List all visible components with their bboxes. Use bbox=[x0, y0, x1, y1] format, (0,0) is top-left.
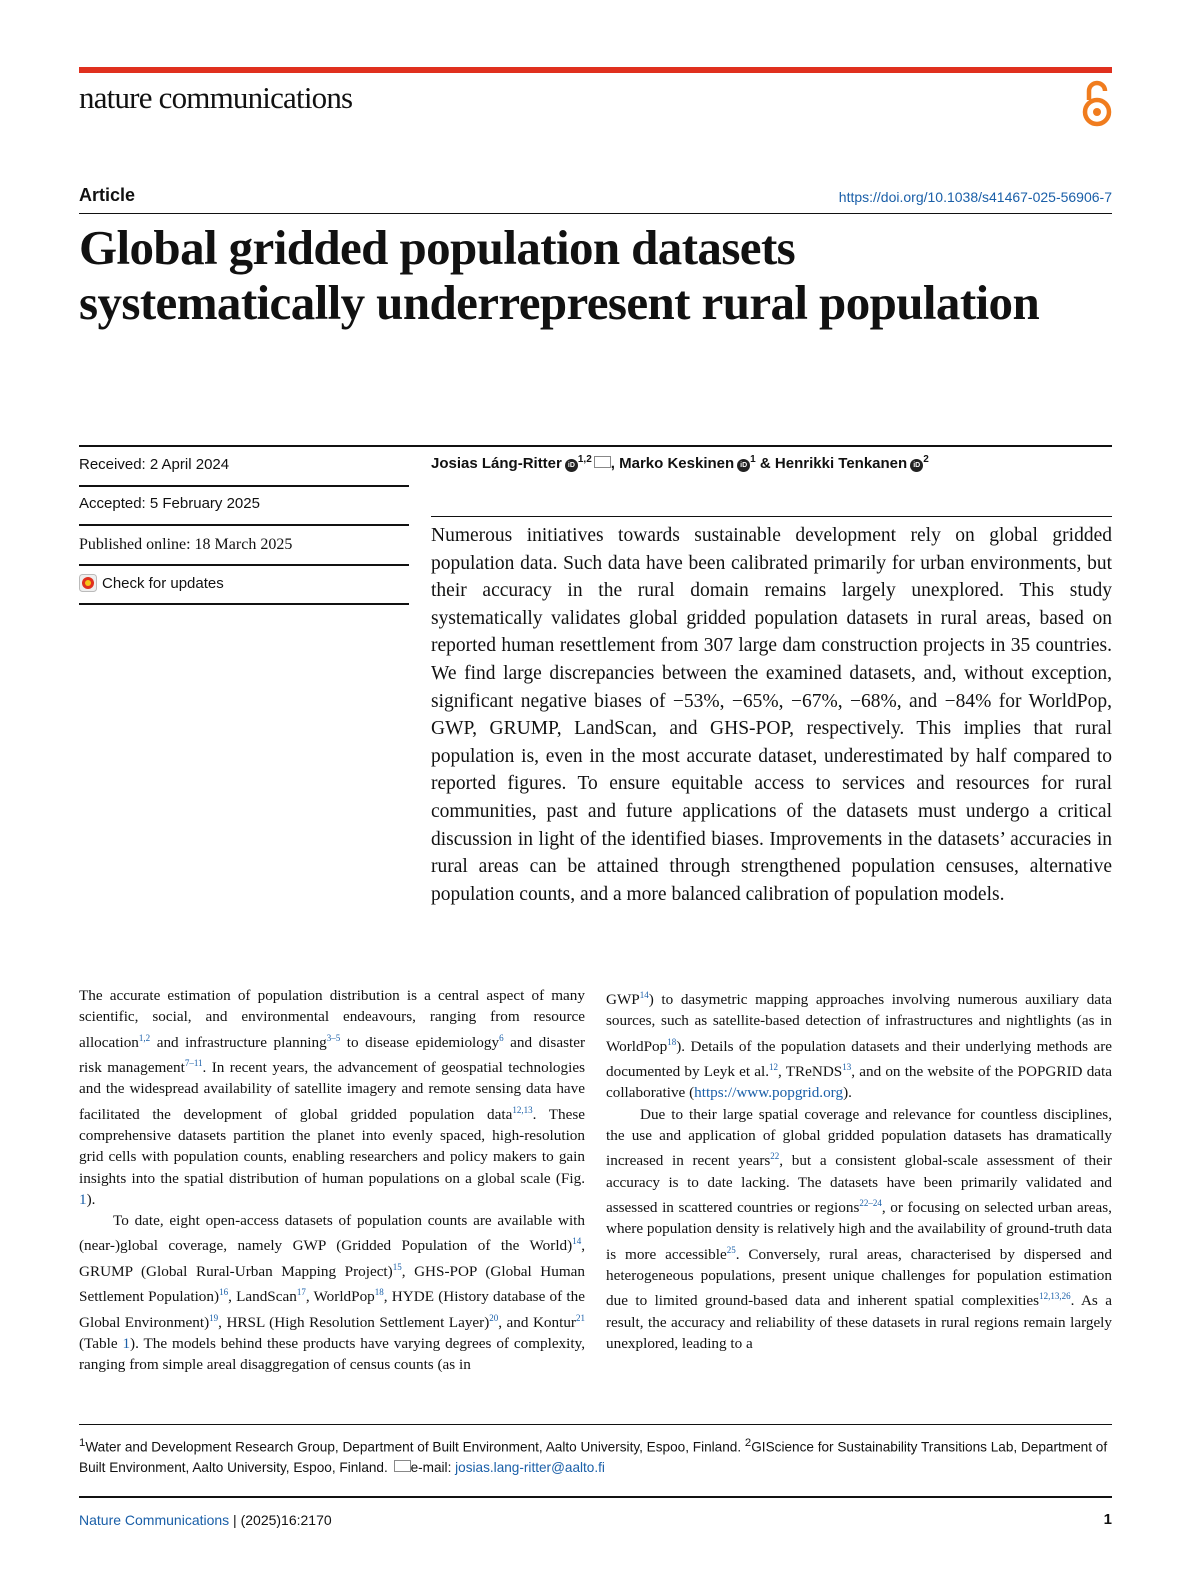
author-name[interactable]: Henrikki Tenkanen bbox=[774, 455, 908, 472]
inline-link[interactable]: 1 bbox=[79, 1190, 87, 1208]
citation-ref[interactable]: 16 bbox=[219, 1287, 229, 1298]
citation-ref[interactable]: 12 bbox=[769, 1062, 779, 1073]
orcid-icon[interactable]: iD bbox=[910, 459, 923, 472]
footer-volume: | (2025)16:2170 bbox=[229, 1512, 332, 1528]
divider bbox=[79, 603, 409, 605]
citation-ref[interactable]: 18 bbox=[667, 1036, 677, 1047]
citation-ref[interactable]: 14 bbox=[572, 1236, 582, 1247]
abstract: Numerous initiatives towards sustainable development rely on global gridded population data. Such data have been calibrated primarily for urban environments, but their accuracy in the rural domain remains largely unexplored. This study systematically validates global gridded population datasets in rural areas, based on reported human resettlement from 307 large dam construction projects in 35 countries. We find large discrepancies between the examined datasets, and, without exception, significant negative biases of −53%, −65%, −67%, −68%, and −84% for WorldPop, GWP, GRUMP, LandScan, and GHS-POP, respectively. This implies that rural population is, even in the most accurate dataset, underestimated by half compared to reported figures. To ensure equitable access to services and resources for rural communities, past and future applications of the datasets must undergo a critical discussion in light of the identified biases. Improvements in the datasets’ accuracies in rural areas can be attained through strengthened population censuses, alternative population counts, and a more balanced calibration of population models. bbox=[431, 525, 1112, 905]
citation-ref[interactable]: 15 bbox=[392, 1261, 402, 1272]
citation-ref[interactable]: 3–5 bbox=[326, 1032, 341, 1043]
divider bbox=[79, 1424, 1112, 1425]
affiliation-ref: 2 bbox=[923, 454, 929, 465]
page-number: 1 bbox=[1103, 1511, 1112, 1528]
article-title: Global gridded population datasets systematically underrepresent rural population bbox=[79, 220, 1040, 330]
check-for-updates-button[interactable] bbox=[79, 574, 224, 592]
citation-ref[interactable]: 14 bbox=[639, 990, 649, 1000]
divider bbox=[79, 1496, 1112, 1498]
footer-journal-link[interactable]: Nature Communications bbox=[79, 1512, 230, 1528]
affiliation-2: GIScience for Sustainability Transitions Lab, Department of Built Environment, Aalto University, Espoo, Finland. bbox=[79, 1439, 1108, 1475]
article-type-label: Article bbox=[79, 185, 136, 205]
affiliation-ref: 1,2 bbox=[577, 454, 592, 465]
citation-ref[interactable]: 13 bbox=[842, 1062, 852, 1073]
divider bbox=[79, 524, 409, 526]
body-column-left bbox=[79, 985, 585, 1375]
journal-name[interactable]: nature communications bbox=[79, 80, 353, 115]
affiliations-footnote bbox=[79, 1433, 1112, 1478]
footer-citation bbox=[79, 1512, 332, 1528]
citation-ref[interactable]: 1,2 bbox=[138, 1032, 151, 1043]
author-name[interactable]: Marko Keskinen bbox=[619, 455, 735, 472]
orcid-icon[interactable]: iD bbox=[737, 459, 750, 472]
affiliation-number: 2 bbox=[744, 1437, 752, 1449]
divider bbox=[431, 516, 1112, 517]
separator: , bbox=[610, 455, 615, 472]
author-name[interactable]: Josias Láng-Ritter bbox=[431, 455, 562, 472]
email-label: e-mail: bbox=[410, 1459, 456, 1475]
citation-ref[interactable]: 22 bbox=[770, 1151, 780, 1162]
citation-ref[interactable]: 19 bbox=[209, 1312, 219, 1323]
body-paragraph: GWP$^{14}$) to dasymetric mapping approaches involving numerous auxiliary data sources, such as satellite-based detection of infrastructures and nightlights (as in WorldPop$^{18}$). Details of the population datasets and their underlying methods are documented by Leyk et al.$^{12}$, TReNDS$^{13}$, and on the website of the POPGRID data collaborative (https://www.popgrid.org). bbox=[606, 990, 1112, 1102]
check-updates-label: Check for updates bbox=[102, 574, 224, 592]
citation-ref[interactable]: 21 bbox=[575, 1312, 585, 1323]
separator: & bbox=[759, 455, 771, 472]
citation-ref[interactable]: 25 bbox=[726, 1244, 736, 1255]
body-paragraph: The accurate estimation of population distribution is a central aspect of many scientific, social, and environmental endeavours, ranging from resource allocation$^{1,2}$ and infrastructure planning$^{3-5}$ to disease epidemiology$^6$ and disaster risk management$^{7-11}$. In recent years, the advancement of geospatial technologies and the widespread availability of satellite imagery and remote sensing data have facilitated the development of global gridded population data$^{12,13}$. These comprehensive datasets partition the planet into evenly spaced, high-resolution grid cells with population counts, enabling researchers and policy makers to gain insights into the spatial distribution of human populations on a global scale (Fig. 1). bbox=[79, 987, 585, 1208]
citation-ref[interactable]: 7–11 bbox=[184, 1057, 203, 1068]
citation-ref[interactable]: 17 bbox=[296, 1287, 306, 1298]
divider bbox=[79, 213, 1112, 214]
affiliation-number: 1 bbox=[79, 1437, 86, 1449]
body-paragraph: To date, eight open-access datasets of population counts are available with (near-)global coverage, namely GWP (Gridded Population of the World)$^{14}$, GRUMP (Global Rural-Urban Mapping Project)$^{15}$, GHS-POP (Global Human Settlement Population)$^{16}$, LandScan$^{17}$, WorldPop$^{18}$, HYDE (History database of the Global Environment)$^{19}$, HRSL (High Resolution Settlement Layer)$^{20}$, and Kontur$^{21}$ (Table 1). The models behind these products have varying degrees of complexity, ranging from simple areal disaggregation of census counts (as in bbox=[79, 1212, 586, 1374]
citation-ref[interactable]: 22–24 bbox=[859, 1197, 882, 1208]
citation-ref[interactable]: 20 bbox=[489, 1312, 499, 1323]
divider bbox=[79, 445, 1112, 447]
published-date: Published online: 18 March 2025 bbox=[79, 536, 293, 553]
author-list bbox=[431, 454, 929, 472]
body-paragraph: Due to their large spatial coverage and relevance for countless disciplines, the use and application of global gridded population datasets has dramatically increased in recent years$^{22}$, but a consistent global-scale assessment of their accuracy is to date lacking. The datasets have been primarily validated and assessed in scattered countries or regions$^{22-24}$, or focusing on selected urban areas, where population density is relatively high and the availability of ground-truth data is more accessible$^{25}$. Conversely, rural areas, characterised by dispersed and heterogeneous populations, present unique challenges for population estimation due to limited ground-based data and inherent spatial complexities$^{12,13,26}$. As a result, the accuracy and reliability of these datasets in rural regions remain largely unexplored, leading to a bbox=[606, 1105, 1113, 1352]
citation-ref[interactable]: 12,13,26 bbox=[1039, 1291, 1071, 1302]
citation-ref[interactable]: 12,13 bbox=[512, 1104, 533, 1115]
citation-ref[interactable]: 18 bbox=[374, 1287, 384, 1298]
check-updates-icon bbox=[79, 574, 97, 592]
email-icon[interactable] bbox=[594, 456, 611, 468]
body-column-right bbox=[606, 985, 1112, 1354]
divider bbox=[79, 564, 409, 566]
affiliation-ref: 1 bbox=[750, 454, 756, 465]
divider bbox=[79, 485, 409, 487]
inline-link[interactable]: https://www.popgrid.org bbox=[694, 1084, 844, 1102]
open-access-icon bbox=[1080, 78, 1114, 128]
orcid-icon[interactable]: iD bbox=[565, 459, 578, 472]
corresponding-email-link[interactable]: josias.lang-ritter@aalto.fi bbox=[455, 1459, 605, 1475]
affiliation-1: Water and Development Research Group, Department of Built Environment, Aalto University, Espoo, Finland. bbox=[85, 1439, 745, 1455]
citation-ref[interactable]: 6 bbox=[499, 1032, 504, 1043]
accepted-date: Accepted: 5 February 2025 bbox=[79, 495, 260, 512]
received-date: Received: 2 April 2024 bbox=[79, 456, 230, 473]
email-icon bbox=[394, 1460, 411, 1472]
doi-link[interactable]: https://doi.org/10.1038/s41467-025-56906-7 bbox=[838, 189, 1112, 205]
inline-link[interactable]: 1 bbox=[122, 1334, 131, 1352]
header-accent-bar bbox=[79, 67, 1112, 73]
